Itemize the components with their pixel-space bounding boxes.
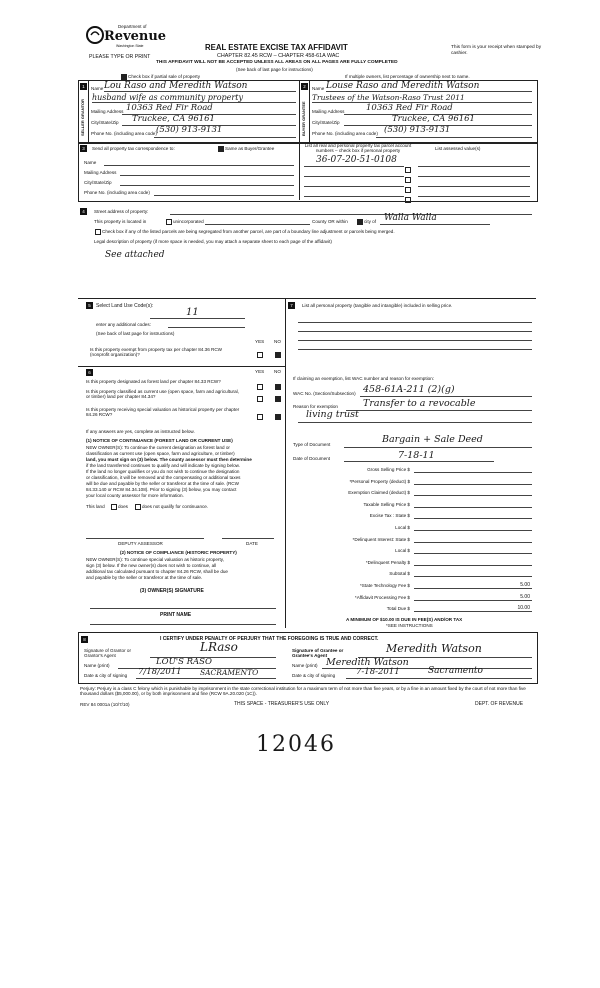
section-3-number: 3 bbox=[80, 145, 87, 152]
exempt-no-checkbox[interactable] bbox=[274, 346, 282, 364]
property-city[interactable]: Walla Walla bbox=[384, 213, 437, 223]
correspondence-label: Send all property tax correspondence to: bbox=[92, 146, 175, 151]
logo-dept: Department of bbox=[118, 24, 147, 29]
buyer-city[interactable]: Truckee, CA 96161 bbox=[392, 114, 475, 124]
seller-mailing[interactable]: 10363 Red Fir Road bbox=[126, 103, 213, 113]
tax-row-line bbox=[414, 576, 532, 577]
section-7-number: 7 bbox=[288, 302, 295, 309]
print-note: PLEASE TYPE OR PRINT bbox=[89, 54, 151, 60]
forest-land-question: Is this property designated as forest land per chapter 84.33 RCW? bbox=[86, 379, 221, 384]
historic-no-checkbox[interactable] bbox=[274, 408, 282, 426]
tax-row-value[interactable]: 5.00 bbox=[520, 593, 530, 600]
treasurer-use-label: THIS SPACE - TREASURER'S USE ONLY bbox=[234, 701, 330, 707]
tax-row-line bbox=[414, 518, 532, 519]
unincorporated-checkbox[interactable]: unincorporated bbox=[165, 219, 204, 225]
section-6-number: 6 bbox=[86, 369, 93, 376]
section-5-number: 5 bbox=[86, 302, 93, 309]
exemption-reason-1[interactable]: Transfer to a revocable bbox=[363, 398, 476, 409]
multiple-owners-note: If multiple owners, list percentage of ownership next to name. bbox=[345, 74, 470, 79]
minimum-fee-note: A MINIMUM OF $10.00 IS DUE IN FEE(S) AND/OR TAX bbox=[346, 617, 463, 622]
grantee-city[interactable]: Sacramento bbox=[428, 666, 483, 676]
grantor-date[interactable]: 7/18/2011 bbox=[138, 667, 182, 677]
current-use-no-checkbox[interactable] bbox=[274, 390, 282, 408]
affidavit-page: Department of Revenue Washington State PLEASE TYPE OR PRINT REAL ESTATE EXCISE TAX AFFIDAVIT CHAPTER 82.45 RCW – CHAPTER 458-61A WAC THIS AFFIDAVIT WILL NOT BE ACCEPTED UNLESS ALL AREAS ON ALL PAGES ARE FULLY COMPLETED (See back of last page for instructions) This form is your receipt when stamped by cashier. Check box if partial sale of property If multiple owners, list percentage of ownership next to name. 1 SELLER GRANTOR Name Lou Raso and Meredith Watson husband wife as community property Mailing Address 10363 Red Fir Road City/State/Zip Truckee, CA 96161 Phone No. (including area code) (530) 913-9131 2 BUYER GRANTEE Name Louse Raso and Meredith Watson Trustees of the Watson-Raso Trust 2011 Mailing Address 10363 Red Fir Road City/State/Zip Truckee, CA 96161 Phone No. (including area code) (530) 913-9131 3 Send all property tax correspondence to: Same as Buyer/Grantee List all real and personal property tax parcel account numbers – check box if personal property List assessed value(s) Name Mailing Address City/State/Zip Phone No. (including area code) 36-07-20-51-0108 4 Street address of property: This property is located in unincorporated County OR within city of Walla Walla Check box if any of the listed parcels are being segregated from another parcel, are part of a boundary line adjustment or parcels being merged. Legal description of property (if more space is needed, you may attach a separate sheet to each page of the affidavit) See attached 5 Select Land Use Code(s): 11 enter any additional codes: (See back of last page for instructions) YES NO Is this property exempt from property tax per chapter 84.36 RCW (nonprofit organization)? 6 YES NO Is this property designated as forest land per chapter 84.33 RCW? Is this property classified as current use (open space, farm and agricultural, or timber) land per chapter 84.34? Is this property receiving special valuation as historical property per chapter 84.26 RCW? If any answers are yes, complete as instructed below. (1) NOTICE OF CONTINUANCE (FOREST LAND OR CURRENT USE) NEW OWNER(S): To continue the current designation as forest land or classification as current use (open space, farm and agriculture, or timber) land, you must sign on (3) below. The county assessor must then determine if the land transferred continues to qualify and will indicate by signing below. If the land no longer qualifies or you do not wish to continue the designation or classification, it will be removed and the compensating or additional taxes will be due and payable by the seller or transferor at the time of sale. (RCW 84.33.140 or RCW 84.34.108). Prior to signing (3) below, you may contact your local county assessor for more information. This land does does not qualify for continuance. DEPUTY ASSESSOR DATE (2) NOTICE OF COMPLIANCE (HISTORIC PROPERTY) NEW OWNER(S): To continue special valuation as historic property, sign (3) below. If the new owner(s) does not wish to continue, all additional tax calculated pursuant to chapter 84.26 RCW, shall be due and payable by the seller or transferor at the time of sale. (3) OWNER(S) SIGNATURE PRINT NAME 7 List all personal property (tangible and intangible) included in selling price. If claiming an exemption, list WAC number and reason for exemption: WAC No. (Section/Subsection) 458-61A-211 (2)(g) Reason for exemption Transfer to a revocable living trust Type of Document Bargain + Sale Deed Date of Document 7-18-11 Gross Selling Price $ *Personal Property (deduct) $ Exemption Claimed (deduct) $ Taxable Selling Price $ Excise Tax : State $ Local $ *Delinquent Interest: State $ Local $ *Delinquent Penalty $ Subtotal $ *State Technology Fee $ 5.00 *Affidavit Processing Fee $ 5.00 Total Due $ 10.00 A MINIMUM OF $10.00 IS DUE IN FEE(S) AND/OR TAX *SEE INSTRUCTIONS 8 I CERTIFY UNDER PENALTY OF PERJURY THAT THE FOREGOING IS TRUE AND CORRECT. Signature of Grantor or Grantor's Agent LRaso Name (print) LOU'S RASO Date & city of signing 7/18/2011 SACRAMENTO Signature of Grantee or Grantee's Agent Meredith Watson Name (print) Meredith Watson Date & city of signing 7-18-2011 Sacramento Perjury: Perjury is a class C felony which is punishable by imprisonment in the state correctional institution for a maximum term of not more than five years, or by a fine in an amount fixed by the court of not more than five thousand dollars ($5,000.00), or by both imprisonment and fine (RCW 9A.20.020 (1C)). REV 84 0001a (10/7/10) THIS SPACE - TREASURER'S USE ONLY DEPT. OF REVENUE 12046 bbox=[0, 0, 600, 760]
grantor-signature[interactable]: LRaso bbox=[200, 640, 238, 654]
tax-row-label: Local $ bbox=[395, 525, 410, 530]
parcel-number[interactable]: 36-07-20-51-0108 bbox=[316, 155, 397, 165]
exempt-yes-checkbox[interactable] bbox=[256, 346, 264, 364]
tax-row-value[interactable]: 5.00 bbox=[520, 582, 530, 588]
seller-side-label: SELLER GRANTOR bbox=[80, 98, 85, 136]
legal-description-label: Legal description of property (if more space is needed, you may attach a separate sheet to each page of the affidavit) bbox=[94, 239, 332, 244]
assessed-header: List assessed value(s) bbox=[435, 146, 481, 151]
historic-yes-checkbox[interactable] bbox=[256, 408, 264, 426]
tax-row-line bbox=[414, 495, 532, 496]
does-checkbox[interactable]: does bbox=[110, 504, 128, 510]
section-1-number: 1 bbox=[80, 83, 87, 90]
tax-row-line bbox=[414, 542, 532, 543]
logo-name: Revenue bbox=[104, 29, 167, 44]
tax-row-label: Excise Tax : State $ bbox=[369, 513, 410, 519]
print-name-label: PRINT NAME bbox=[160, 612, 192, 618]
tax-row-line bbox=[414, 553, 532, 554]
see-back-note: (See back of last page for instructions) bbox=[236, 67, 313, 72]
buyer-name[interactable]: Louse Raso and Meredith Watson bbox=[326, 81, 480, 91]
grantee-print-name[interactable]: Meredith Watson bbox=[326, 657, 409, 668]
same-as-buyer-checkbox[interactable]: Same as Buyer/Grantee bbox=[217, 146, 274, 152]
section-8-number: 8 bbox=[81, 636, 88, 643]
tax-row-line bbox=[414, 484, 532, 485]
street-address-label: Street address of property: bbox=[94, 209, 149, 214]
section-4-number: 4 bbox=[80, 208, 87, 215]
exempt-question: Is this property exempt from property tax per chapter 84.36 RCW (nonprofit organization)? bbox=[90, 347, 222, 358]
notice-compliance-title: (2) NOTICE OF COMPLIANCE (HISTORIC PROPERTY) bbox=[120, 550, 237, 555]
logo bbox=[86, 24, 167, 50]
tax-row-label: *State Technology Fee $ bbox=[360, 583, 410, 588]
grantee-signature[interactable]: Meredith Watson bbox=[386, 642, 482, 655]
dept-label: DEPT. OF REVENUE bbox=[475, 701, 524, 707]
seller-name[interactable]: Lou Raso and Meredith Watson bbox=[104, 81, 248, 91]
legal-description[interactable]: See attached bbox=[105, 250, 165, 260]
tax-row-label: *Personal Property (deduct) $ bbox=[349, 478, 410, 484]
document-date[interactable]: 7-18-11 bbox=[398, 450, 435, 461]
form-chapter: CHAPTER 82.45 RCW – CHAPTER 458-61A WAC bbox=[217, 53, 340, 59]
certify-statement: I CERTIFY UNDER PENALTY OF PERJURY THAT THE FOREGOING IS TRUE AND CORRECT. bbox=[160, 636, 379, 642]
revenue-logo-icon bbox=[86, 26, 104, 44]
see-instructions: *SEE INSTRUCTIONS bbox=[386, 623, 433, 628]
perjury-notice: Perjury: Perjury is a class C felony which is punishable by imprisonment in the state correctional institution for a maximum term of not more than five years, or by a fine in an amount fixed by the court of not more than five thousand dollars ($5,000.00), or by both imprisonment and fine (RCW 9A.20.020 (1C)). bbox=[80, 686, 526, 697]
tax-row-value[interactable]: 10.00 bbox=[517, 605, 530, 612]
tax-row-line bbox=[414, 565, 532, 566]
exemption-reason-2[interactable]: living trust bbox=[306, 409, 359, 420]
tax-row-line bbox=[414, 600, 532, 601]
tax-row-line bbox=[414, 588, 532, 589]
parcel-checkbox-4[interactable] bbox=[404, 191, 412, 209]
exemption-label: If claiming an exemption, list WAC number and reason for exemption: bbox=[293, 376, 435, 381]
form-revision: REV 84 0001a (10/7/10) bbox=[80, 702, 130, 707]
does-not-checkbox[interactable]: does not qualify for continuance. bbox=[134, 504, 208, 510]
segregated-checkbox[interactable]: Check box if any of the listed parcels are being segregated from another parcel, are part of a boundary line adjustment or parcels being merged. bbox=[94, 229, 395, 235]
tax-row-label: Taxable Selling Price $ bbox=[363, 501, 410, 507]
logo-state: Washington State bbox=[116, 44, 144, 48]
seller-phone[interactable]: (530) 913-9131 bbox=[156, 125, 223, 135]
tax-row-label: Exemption Claimed (deduct) $ bbox=[348, 490, 410, 496]
tax-row-line bbox=[414, 530, 532, 531]
tax-row-line bbox=[414, 611, 532, 612]
tax-row-line bbox=[414, 472, 532, 473]
buyer-side-label: BUYER GRANTEE bbox=[301, 101, 306, 136]
buyer-phone[interactable]: (530) 913-9131 bbox=[384, 125, 451, 135]
historic-question: Is this property receiving special valuation as historical property per chapter 84.26 RCW? bbox=[86, 407, 240, 418]
current-use-yes-checkbox[interactable] bbox=[256, 390, 264, 408]
form-title: REAL ESTATE EXCISE TAX AFFIDAVIT bbox=[205, 43, 348, 52]
parcel-header: List all real and personal property tax parcel account numbers – check box if personal property bbox=[304, 143, 412, 154]
buyer-name-2[interactable]: Trustees of the Watson-Raso Trust 2011 bbox=[312, 93, 465, 102]
receipt-note: This form is your receipt when stamped by cashier. bbox=[451, 45, 542, 56]
tax-row-label: Local $ bbox=[395, 548, 410, 554]
seller-name-2[interactable]: husband wife as community property bbox=[92, 93, 243, 102]
document-type[interactable]: Bargain + Sale Deed bbox=[382, 434, 483, 445]
seller-city[interactable]: Truckee, CA 96161 bbox=[132, 114, 215, 124]
form-warning: THIS AFFIDAVIT WILL NOT BE ACCEPTED UNLESS ALL AREAS ON ALL PAGES ARE FULLY COMPLETED bbox=[156, 60, 398, 65]
land-use-label: Select Land Use Code(s): bbox=[96, 303, 154, 309]
grantee-date[interactable]: 7-18-2011 bbox=[356, 667, 400, 677]
owner-signature-label: (3) OWNER(S) SIGNATURE bbox=[140, 588, 204, 594]
section-2-number: 2 bbox=[301, 83, 308, 90]
city-of-checkbox[interactable]: city of bbox=[356, 219, 376, 225]
tax-row-label: *Delinquent Penalty $ bbox=[365, 559, 410, 565]
tax-row-label: Total Due $ bbox=[386, 606, 410, 612]
handwritten-number: 12046 bbox=[256, 732, 336, 757]
current-use-question: Is this property classified as current use (open space, farm and agricultural, or timber) land per chapter 84.34? bbox=[86, 389, 239, 400]
tax-row-line bbox=[414, 507, 532, 508]
wac-number[interactable]: 458-61A-211 (2)(g) bbox=[363, 384, 455, 395]
notice-continuance-title: (1) NOTICE OF CONTINUANCE (FOREST LAND OR CURRENT USE) bbox=[86, 438, 233, 443]
grantor-city[interactable]: SACRAMENTO bbox=[200, 668, 259, 677]
tax-row-label: *Affidavit Processing Fee $ bbox=[354, 594, 410, 600]
grantor-print-name[interactable]: LOU'S RASO bbox=[156, 657, 212, 667]
land-use-code[interactable]: 11 bbox=[186, 307, 199, 318]
tax-row-label: *Delinquent Interest: State $ bbox=[352, 536, 410, 542]
tax-row-label: Gross Selling Price $ bbox=[367, 467, 410, 472]
personal-property-label: List all personal property (tangible and intangible) included in selling price. bbox=[302, 303, 453, 308]
partial-sale-checkbox[interactable]: Check box if partial sale of property bbox=[120, 74, 200, 80]
tax-row-label: Subtotal $ bbox=[389, 571, 410, 577]
buyer-mailing[interactable]: 10363 Red Fir Road bbox=[366, 103, 453, 113]
